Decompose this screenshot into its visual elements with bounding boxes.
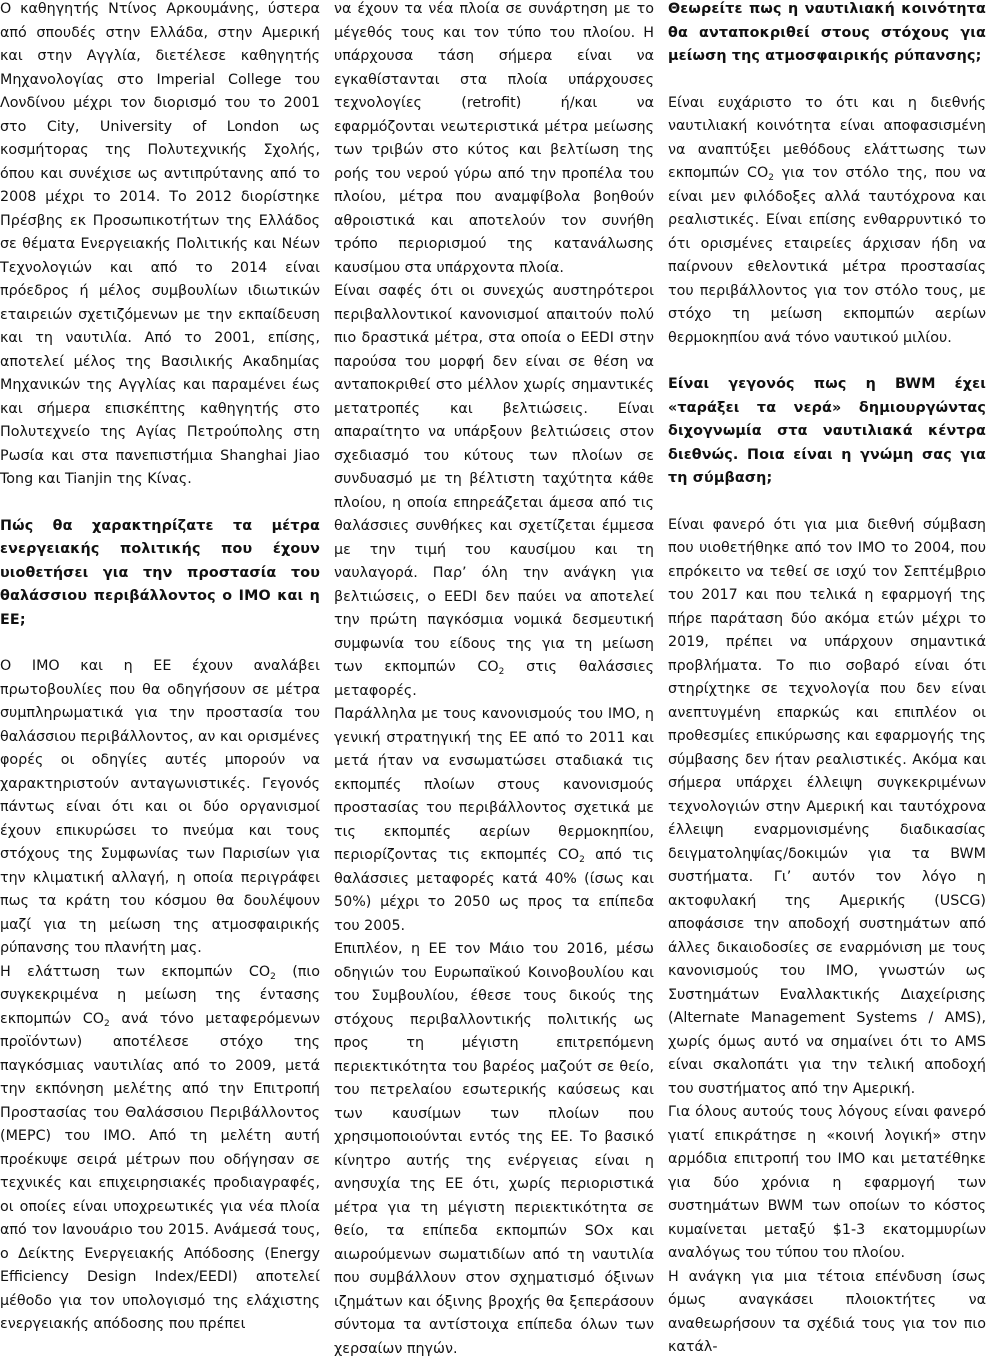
- article-column-1: [0, 0, 321, 1332]
- body-paragraph: Για όλους αυτούς τους λόγους είναι φανερό γιατί επικράτησε η «κοινή λογική» στην αρμόδια επιτροπή του ΙΜΟ και μετατέθηκε για δύο χρόνια η εφαρμογή των συστημάτων BWM των οποίων το κόστος κυμαίνεται μεταξύ $1-3 εκατομμυρίων αναλόγως του τύπου του πλοίου.: [668, 1104, 986, 1261]
- body-paragraph: Η ελάττωση των εκπομπών $CO_2$ (πιο συγκεκριμένα η μείωση της έντασης εκπομπών $CO_2$ ανά τόνο μεταφερόμενων προϊόντων) αποτέλεσε στόχο της παγκόσμιας ναυτιλίας από το 2009, μετά την εκπόνηση μελέτης από την Επιτροπή Προστασίας του Θαλάσσιου Περιβάλλοντος (MEPC) του ΙΜΟ. Από τη μελέτη αυτή προέκυψε σειρά μέτρων που οδήγησαν σε τεχνικές και επιχειρησιακές προδιαγραφές, οι οποίες είναι υποχρεωτικές για νέα πλοία από τον Ιανουάριο του 2015. Ανάμεσά τους, ο Δείκτης Ενεργειακής Απόδοσης (Energy Efficiency Design Index/EEDI) αποτελεί μέθοδο για τον υπολογισμό της ελάχιστης ενεργειακής απόδοσης που πρέπει: [0, 963, 321, 1332]
- body-paragraph: Είναι ευχάριστο το ότι και η διεθνής ναυτιλιακή κοινότητα είναι αποφασισμένη να αναπτύξει μεθόδους ελάττωσης των εκπομπών $CO_2$ για τον στόλο της, που να είναι μεν φιλόδοξες αλλά ταυτόχρονα και ρεαλιστικές. Είναι επίσης ενθαρρυντικό το ότι ορισμένες εταιρείες άρχισαν ήδη να παίρνουν εθελοντικά μέτρα προστασίας του περιβάλλοντος για τον στόλο τους, με στόχο τη μείωση εκπομπών αερίων θερμοκηπίου ανά τόνο ναυτικού μιλίου.: [668, 94, 986, 346]
- body-paragraph: Ο ΙΜΟ και η ΕΕ έχουν αναλάβει πρωτοβουλίες που θα οδηγήσουν σε μέτρα συμπληρωματικά για την προστασία του θαλάσσιου περιβάλλοντος, αν και ορισμένες φορές οι οδηγίες αυτές μπορούν να χαρακτηριστούν ανταγωνιστικές. Γεγονός πάντως είναι ότι και οι δύο οργανισμοί έχουν επικυρώσει το πνεύμα και τους στόχους της Συμφωνίας των Παρισίων για την κλιματική αλλαγή, η οποία περιγράφει πως τα κράτη του κόσμου θα δουλέψουν μαζί για τη μείωση της ατμοσφαιρικής ρύπανσης του πλανήτη μας.: [0, 658, 320, 956]
- article-column-3: [668, 0, 986, 1355]
- body-paragraph: να έχουν τα νέα πλοία σε συνάρτηση με το μέγεθός τους και τον τύπο του πλοίου. Η υπάρχουσα τάση σήμερα είναι να εγκαθίστανται στα πλοία υπάρχουσες τεχνολογίες (retrofit) ή/και να εφαρμόζονται νεωτεριστικά μέτρα μείωσης των τριβών στο κύτος και βελτίωση της ροής του νερού γύρω από την προπέλα του πλοίου, μέτρα που αναμφίβολα βοηθούν αθροιστικά και αποτελούν τον συνήθη τρόπο περιορισμού της κατανάλωσης καυσίμου στα υπάρχοντα πλοία.: [334, 1, 654, 276]
- body-paragraph: Επιπλέον, η ΕΕ τον Μάιο του 2016, μέσω οδηγιών του Ευρωπαϊκού Κοινοβουλίου και του Συμβουλίου, έθεσε τους δικούς της στόχους περιβαλλοντικής πολιτικής ως προς τη μέγιστη επιτρεπόμενη περιεκτικότητα του βαρέος μαζούτ σε θείο, του πετρελαίου εσωτερικής καύσεως και των καυσίμων των πλοίων που χρησιμοποιούνται εντός της ΕΕ. Το βασικό κίνητρο αυτής της ενέργειας είναι η ανησυχία της ΕΕ ότι, χωρίς περιοριστικά μέτρα για τη μέγιστη περιεκτικότητα σε θείο, τα επίπεδα εκπομπών SOx και αιωρούμενων σωματιδίων από τη ναυτιλία που συμβάλλουν στον σχηματισμό όξινων ιζημάτων και όξινης βροχής θα ξεπεράσουν σύντομα τα αντίστοιχα επίπεδα όλων των χερσαίων πηγών.: [334, 941, 654, 1357]
- body-paragraph: Παράλληλα με τους κανονισμούς του ΙΜΟ, η γενική στρατηγική της ΕΕ από το 2011 και μετά ήταν να ενσωματώσει σταδιακά τις εκπομπές πλοίων στους κανονισμούς προστασίας του περιβάλλοντος σχετικά με τις εκπομπές αερίων θερμοκηπίου, περιορίζοντας τις εκπομπές $CO_2$ από τις θαλάσσιες μεταφορές κατά 40% (ίσως και 50%) μέχρι το 2050 ως προς τα επίπεδα του 2005.: [334, 706, 654, 934]
- question-heading: Θεωρείτε πως η ναυτιλιακή κοινότητα θα ανταποκριθεί στους στόχους για μείωση της ατμοσφαιρικής ρύπανσης;: [668, 1, 986, 64]
- body-paragraph: Είναι φανερό ότι για μια διεθνή σύμβαση που υιοθετήθηκε από τον ΙΜΟ το 2004, που επρόκειτο να τεθεί σε ισχύ τον Σεπτέμβριο του 2017 και που τελικά η εφαρμογή της πήρε παράταση δύο ακόμα ετών μέχρι το 2019, πρέπει να υπάρχουν σημαντικά προβλήματα. Το πιο σοβαρό είναι ότι στηρίχτηκε σε τεχνολογία που δεν είναι ανεπτυγμένη επαρκώς και επιπλέον οι προθεσμίες επικύρωσης και εφαρμογής της σύμβασης δεν ήταν ρεαλιστικές. Ακόμα και σήμερα υπάρχει έλλειψη συγκεκριμένων τεχνολογιών στην Αμερική και ταυτόχρονα έλλειψη εναρμονισμένης διαδικασίας δειγματοληψίας/δοκιμών για τα BWM συστήματα. Γι’ αυτόν τον λόγο η ακτοφυλακή της Αμερικής (USCG) αποφάσισε την αποδοχή συστημάτων από άλλες δικαιοδοσίες σε εναρμόνιση με τους κανονισμούς του ΙΜΟ, γνωστών ως Συστημάτων Εναλλακτικής Διαχείρισης (Alternate Management Systems / AMS), χωρίς όμως αυτό να σημαίνει ότι το AMS είναι σκαλοπάτι για την τελική αποδοχή του συστήματος από την Αμερική.: [668, 516, 986, 1097]
- question-heading: Πώς θα χαρακτηρίζατε τα μέτρα ενεργειακής πολιτικής που έχουν υιοθετήσει για την προστασία του θαλάσσιου περιβάλλοντος ο ΙΜΟ και η ΕΕ;: [0, 517, 320, 628]
- article-column-2: [334, 0, 655, 1357]
- body-paragraph: Είναι σαφές ότι οι συνεχώς αυστηρότεροι περιβαλλοντικοί κανονισμοί απαιτούν πολύ πιο δραστικά μέτρα, στα οποία ο EEDI στην παρούσα του μορφή δεν είναι σε θέση να ανταποκριθεί στο μέλλον χωρίς σημαντικές μετατροπές και βελτιώσεις. Είναι απαραίτητο να υπάρξουν βελτιώσεις στον σχεδιασμό του κύτους των πλοίων σε συνδυασμό με τη βέλτιστη ταχύτητα κάθε πλοίου, η οποία επηρεάζεται άμεσα από τις θαλάσσιες συνθήκες και σχετίζεται έμμεσα με την τιμή του καυσίμου και τη ναυλαγορά. Παρ’ όλη την ανάγκη για βελτιώσεις, ο EEDI δεν παύει να αποτελεί την πρώτη παγκόσμια νομικά δεσμευτική συμφωνία του είδους της για τη μείωση των εκπομπών $CO_2$ στις θαλάσσιες μεταφορές.: [334, 283, 655, 699]
- question-heading: Είναι γεγονός πως η BWM έχει «ταράξει τα νερά» δημιουργώντας διχογνωμία στα ναυτιλιακά κέντρα διεθνώς. Ποια είναι η γνώμη σας για τη σύμβαση;: [668, 376, 986, 486]
- body-paragraph: Η ανάγκη για μια τέτοια επένδυση ίσως όμως αναγκάσει πλοιοκτήτες να αναθεωρήσουν τα σχέδιά τους για τον πιο κατάλ-: [668, 1268, 986, 1355]
- bio-paragraph: Ο καθηγητής Ντίνος Αρκουμάνης, ύστερα από σπουδές στην Ελλάδα, στην Αμερική και στην Αγγλία, διετέλεσε καθηγητής Μηχανολογίας στο Imperial College του Λονδίνου μέχρι τον διορισμό του το 2001 στο City, University of London ως κοσμήτορας της Πολυτεχνικής Σχολής, όπου και συνέχισε ως αντιπρύτανης από το 2008 μέχρι το 2014. Το 2012 διορίστηκε Πρέσβης εκ Προσωπικοτήτων της Ελλάδος σε θέματα Ενεργειακής Πολιτικής και Νέων Τεχνολογιών και από το 2014 είναι πρόεδρος ή μέλος συμβουλίων ιδιωτικών εταιρειών σχετιζόμενων με την εκπαίδευση και τη ναυτιλία. Από το 2001, επίσης, αποτελεί μέλος της Βασιλικής Ακαδημίας Μηχανικών της Αγγλίας και παραμένει έως και σήμερα επισκέπτης καθηγητής στο Πολυτεχνείο της Αγίας Πετρούπολης στη Ρωσία και στα πανεπιστήμια Shanghai Jiao Tong και Tianjin της Κίνας.: [0, 1, 320, 487]
